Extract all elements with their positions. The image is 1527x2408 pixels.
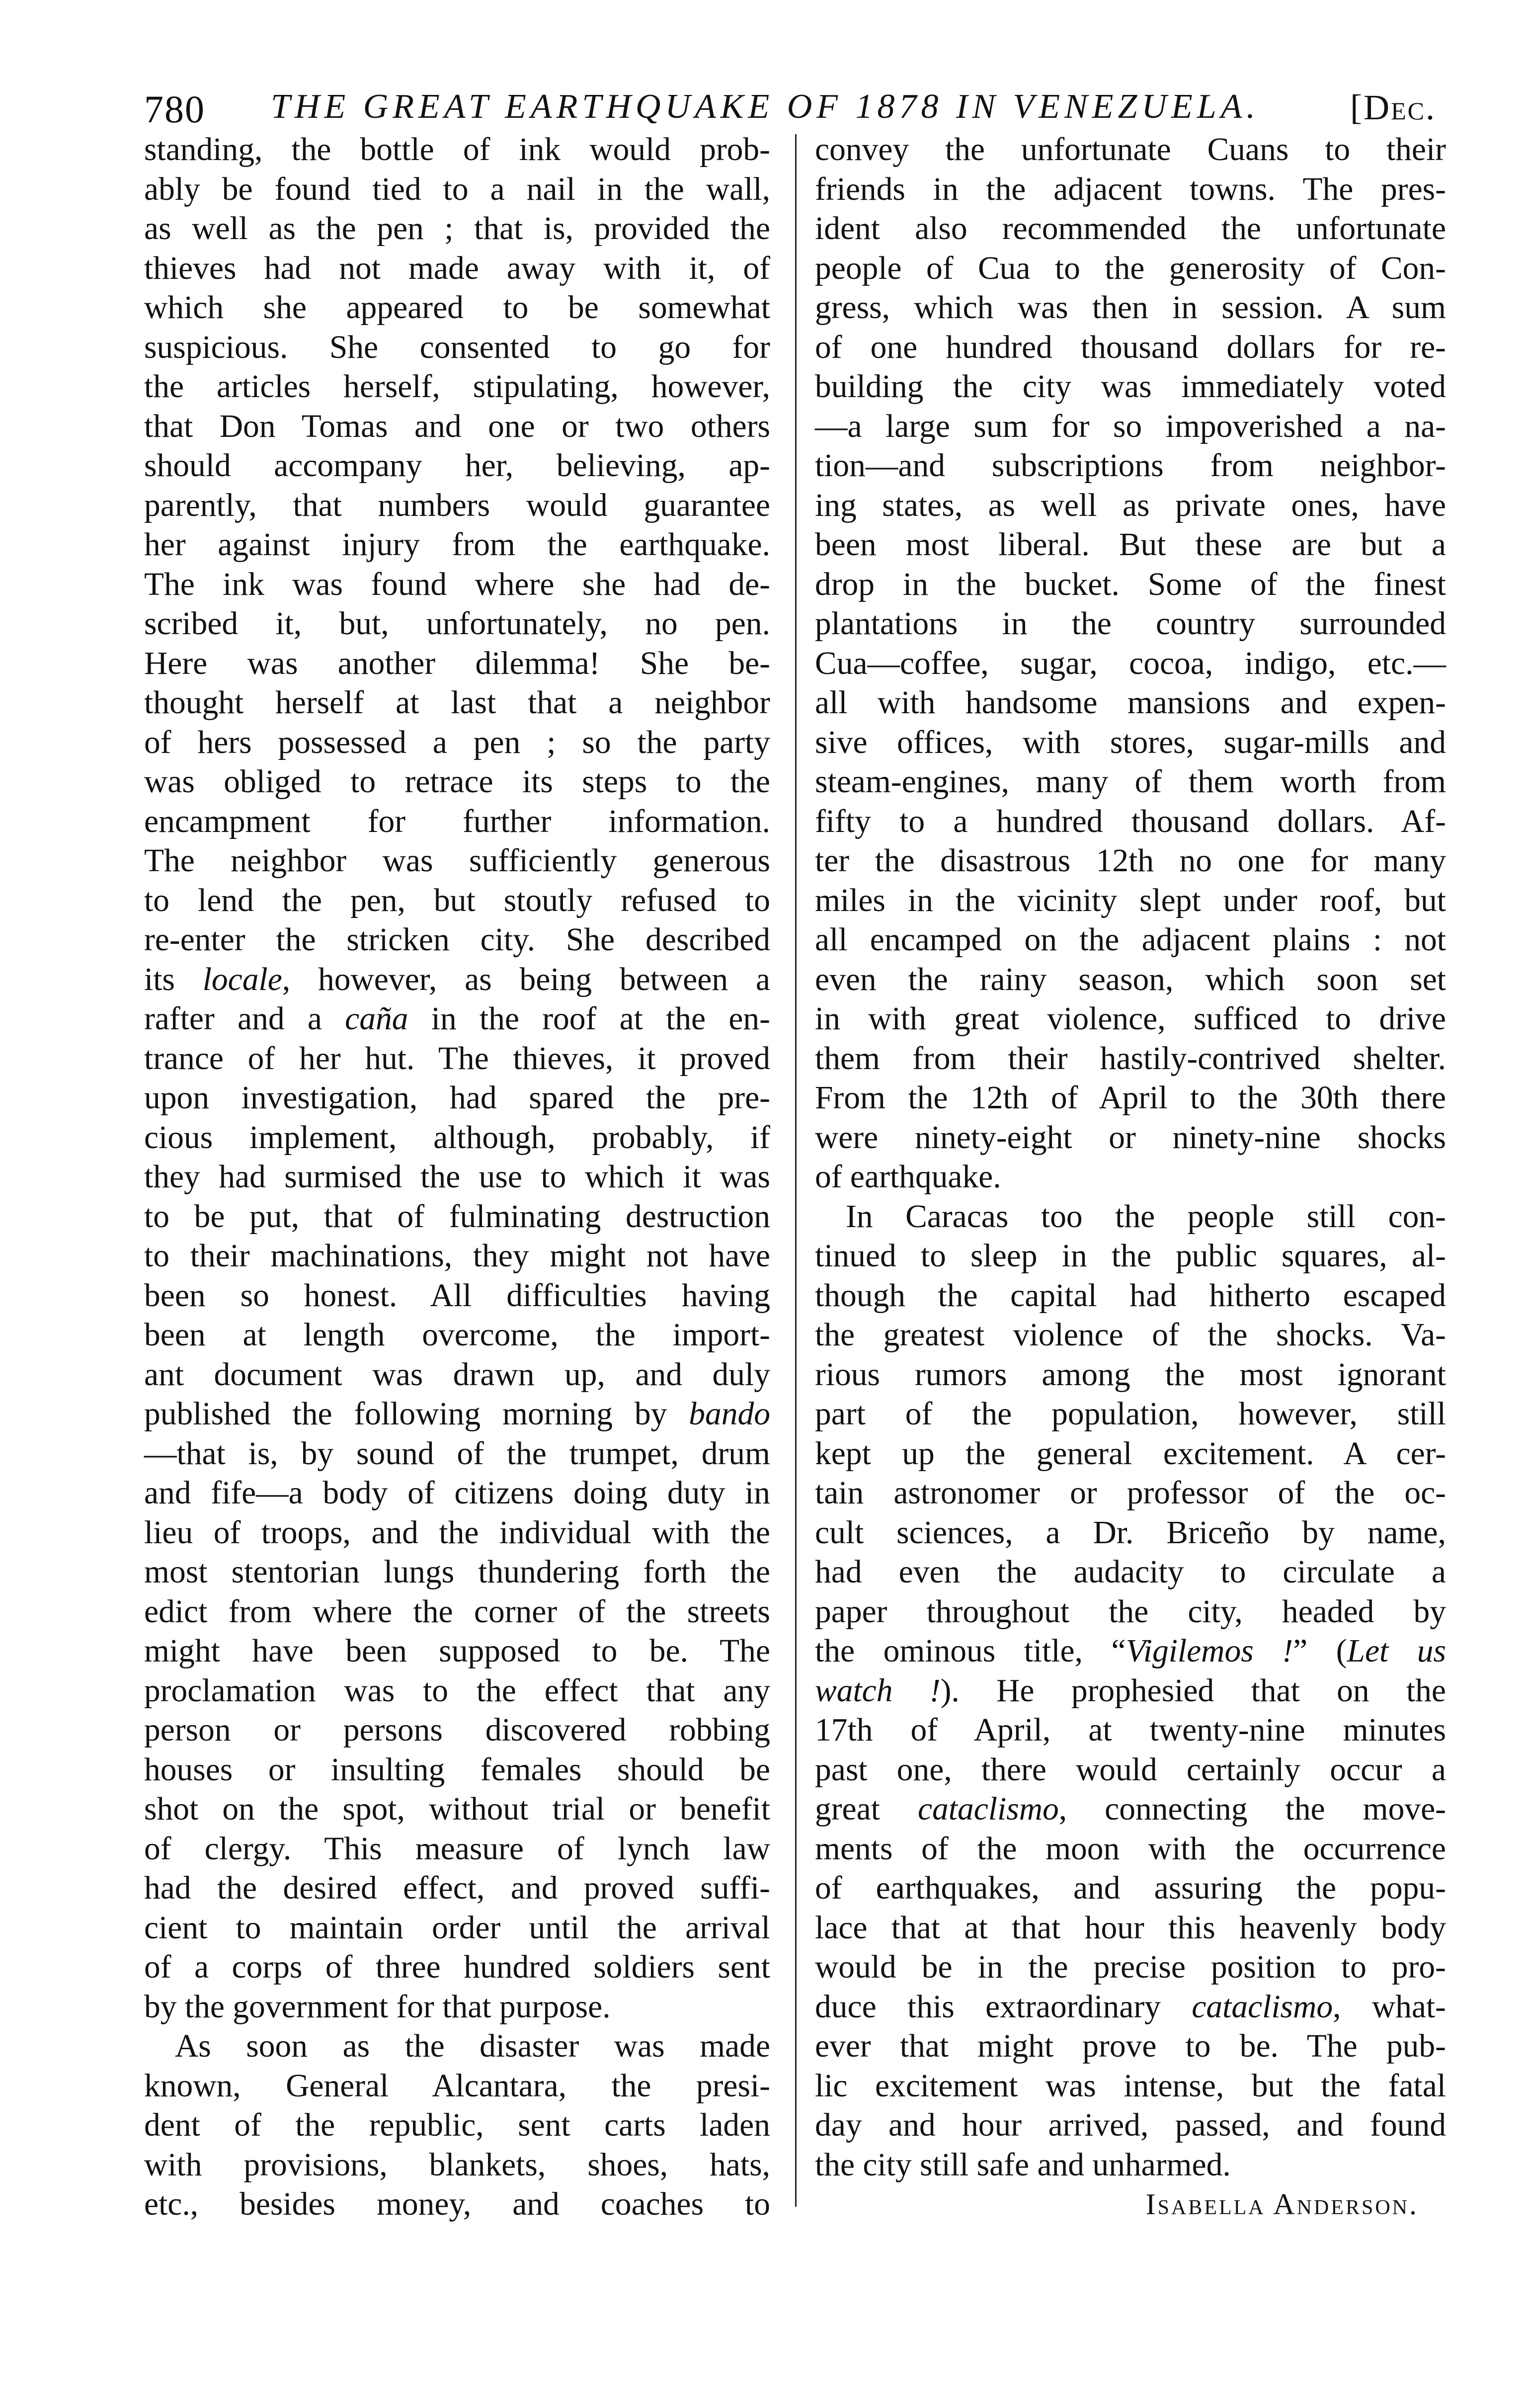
text-line: From the 12th of April to the 30th there (815, 1080, 1446, 1116)
text-line: of a corps of three hundred soldiers sent (144, 1949, 770, 1985)
text-line: thought herself at last that a neighbor (144, 685, 770, 721)
text-line: though the capital had hitherto escaped (815, 1277, 1446, 1314)
issue-month: [Dec. (1350, 87, 1436, 127)
text-line: rafter and a caña in the roof at the en- (144, 1001, 770, 1037)
text-line: —a large sum for so impoverished a na- (815, 408, 1446, 444)
text-line: parently, that numbers would guarantee (144, 487, 770, 523)
text-line: As soon as the disaster was made (175, 2028, 770, 2064)
text-line: might have been supposed to be. The (144, 1633, 770, 1669)
text-line: ing states, as well as private ones, have (815, 487, 1446, 523)
text-line: friends in the adjacent towns. The pres- (815, 171, 1446, 207)
text-line: were ninety-eight or ninety-nine shocks (815, 1119, 1446, 1156)
right-column (815, 130, 1446, 2225)
text-line: had even the audacity to circulate a (815, 1554, 1446, 1590)
text-line: The neighbor was sufficiently generous (144, 843, 770, 879)
text-line: duce this extraordinary cataclismo, what- (815, 1989, 1446, 2025)
text-line: ments of the moon with the occurrence (815, 1830, 1446, 1867)
text-line: cient to maintain order until the arrival (144, 1910, 770, 1946)
text-line: paper throughout the city, headed by (815, 1593, 1446, 1630)
text-line: in with great violence, sufficed to drive (815, 1001, 1446, 1037)
text-line: ever that might prove to be. The pub- (815, 2028, 1446, 2064)
text-line: ter the disastrous 12th no one for many (815, 843, 1446, 879)
text-line: cult sciences, a Dr. Briceño by name, (815, 1514, 1446, 1551)
text-line: would be in the precise position to pro- (815, 1949, 1446, 1985)
text-line: 17th of April, at twenty-nine minutes (815, 1712, 1446, 1748)
running-title: THE GREAT EARTHQUAKE OF 1878 IN VENEZUELA. (271, 87, 1260, 126)
text-line: of earthquake. (815, 1159, 1001, 1195)
text-line: tinued to sleep in the public squares, al- (815, 1238, 1446, 1274)
text-line: steam-engines, many of them worth from (815, 764, 1446, 800)
text-line: upon investigation, had spared the pre- (144, 1080, 770, 1116)
text-line: gress, which was then in session. A sum (815, 290, 1446, 326)
text-line: even the rainy season, which soon set (815, 961, 1446, 997)
text-line: proclamation was to the effect that any (144, 1672, 770, 1709)
text-line: of hers possessed a pen ; so the party (144, 724, 770, 760)
text-line: ident also recommended the unfortunate (815, 211, 1446, 247)
text-line: past one, there would certainly occur a (815, 1751, 1446, 1788)
text-line: her against injury from the earthquake. (144, 527, 770, 563)
left-column (144, 130, 770, 2225)
text-line: people of Cua to the generosity of Con- (815, 250, 1446, 286)
text-line: known, General Alcantara, the presi- (144, 2068, 770, 2104)
text-line: cious implement, although, probably, if (144, 1119, 770, 1156)
text-line: scribed it, but, unfortunately, no pen. (144, 606, 770, 642)
text-line: of clergy. This measure of lynch law (144, 1830, 770, 1867)
text-line: them from their hastily-contrived shelter. (815, 1040, 1446, 1077)
text-line: Here was another dilemma! She be- (144, 645, 770, 681)
text-line: that Don Tomas and one or two others (144, 408, 770, 444)
text-line: was obliged to retrace its steps to the (144, 764, 770, 800)
text-line: houses or insulting females should be (144, 1751, 770, 1788)
text-line: as well as the pen ; that is, provided the (144, 211, 770, 247)
text-line: edict from where the corner of the streets (144, 1593, 770, 1630)
text-line: sive offices, with stores, sugar-mills and (815, 724, 1446, 760)
text-line: which she appeared to be somewhat (144, 290, 770, 326)
text-line: re-enter the stricken city. She described (144, 922, 770, 958)
text-line: person or persons discovered robbing (144, 1712, 770, 1748)
text-line: with provisions, blankets, shoes, hats, (144, 2147, 770, 2183)
text-line: had the desired effect, and proved suffi- (144, 1870, 770, 1906)
text-line: shot on the spot, without trial or benefit (144, 1791, 770, 1827)
text-line: great cataclismo, connecting the move- (815, 1791, 1447, 1827)
text-line: standing, the bottle of ink would prob- (144, 132, 770, 167)
text-line: rious rumors among the most ignorant (815, 1356, 1446, 1393)
text-line: to their machinations, they might not have (144, 1238, 770, 1274)
text-line: all with handsome mansions and expen- (815, 685, 1446, 721)
text-line: tion—and subscriptions from neighbor- (815, 448, 1446, 484)
text-line: In Caracas too the people still con- (846, 1198, 1446, 1235)
author-signature: Isabella Anderson. (1145, 2188, 1419, 2221)
text-line: the articles herself, stipulating, however, (144, 369, 770, 405)
text-line: most stentorian lungs thundering forth the (144, 1554, 770, 1590)
text-line: ably be found tied to a nail in the wall, (144, 171, 770, 207)
text-line: ant document was drawn up, and duly (144, 1356, 770, 1393)
text-line: encampment for further information. (144, 803, 770, 839)
text-line: been so honest. All difficulties having (144, 1277, 770, 1314)
text-line: Cua—coffee, sugar, cocoa, indigo, etc.— (815, 645, 1446, 681)
text-line: building the city was immediately voted (815, 369, 1446, 405)
text-line: lic excitement was intense, but the fatal (815, 2068, 1446, 2104)
text-line: been at length overcome, the import- (144, 1317, 770, 1353)
text-line: —that is, by sound of the trumpet, drum (144, 1435, 770, 1472)
text-line: convey the unfortunate Cuans to their (815, 132, 1446, 167)
text-line: been most liberal. But these are but a (815, 527, 1446, 563)
text-line: of one hundred thousand dollars for re- (815, 329, 1446, 365)
text-line: all encamped on the adjacent plains : not (815, 922, 1446, 958)
text-line: published the following morning by bando (144, 1396, 770, 1432)
column-divider (795, 134, 797, 2207)
text-line: to lend the pen, but stoutly refused to (144, 882, 770, 918)
text-line: suspicious. She consented to go for (144, 329, 770, 365)
text-line: the city still safe and unharmed. (815, 2147, 1231, 2183)
text-line: watch !). He prophesied that on the (815, 1672, 1446, 1709)
text-line: thieves had not made away with it, of (144, 250, 770, 286)
text-line: etc., besides money, and coaches to (144, 2186, 770, 2222)
text-line: kept up the general excitement. A cer- (815, 1435, 1446, 1472)
page-number: 780 (144, 87, 205, 131)
text-line: and fife—a body of citizens doing duty in (144, 1475, 770, 1511)
text-line: they had surmised the use to which it was (144, 1159, 770, 1195)
text-line: dent of the republic, sent carts laden (144, 2107, 770, 2143)
text-line: to be put, that of fulminating destruction (144, 1198, 770, 1235)
text-line: fifty to a hundred thousand dollars. Af- (815, 803, 1446, 839)
text-line: drop in the bucket. Some of the finest (815, 566, 1446, 602)
text-line: part of the population, however, still (815, 1396, 1446, 1432)
text-line: miles in the vicinity slept under roof, but (815, 882, 1446, 918)
text-line: day and hour arrived, passed, and found (815, 2107, 1446, 2143)
text-line: the greatest violence of the shocks. Va- (815, 1317, 1446, 1353)
text-line: trance of her hut. The thieves, it proved (144, 1040, 770, 1077)
text-line: plantations in the country surrounded (815, 606, 1446, 642)
text-line: by the government for that purpose. (144, 1989, 611, 2025)
text-line: The ink was found where she had de- (144, 566, 770, 602)
text-line: tain astronomer or professor of the oc- (815, 1475, 1446, 1511)
text-line: of earthquakes, and assuring the popu- (815, 1870, 1446, 1906)
text-line: its locale, however, as being between a (144, 961, 770, 997)
text-line: lace that at that hour this heavenly body (815, 1910, 1446, 1946)
text-line: the ominous title, “Vigilemos !” (Let us (815, 1633, 1446, 1669)
text-line: should accompany her, believing, ap- (144, 448, 770, 484)
text-line: lieu of troops, and the individual with the (144, 1514, 770, 1551)
